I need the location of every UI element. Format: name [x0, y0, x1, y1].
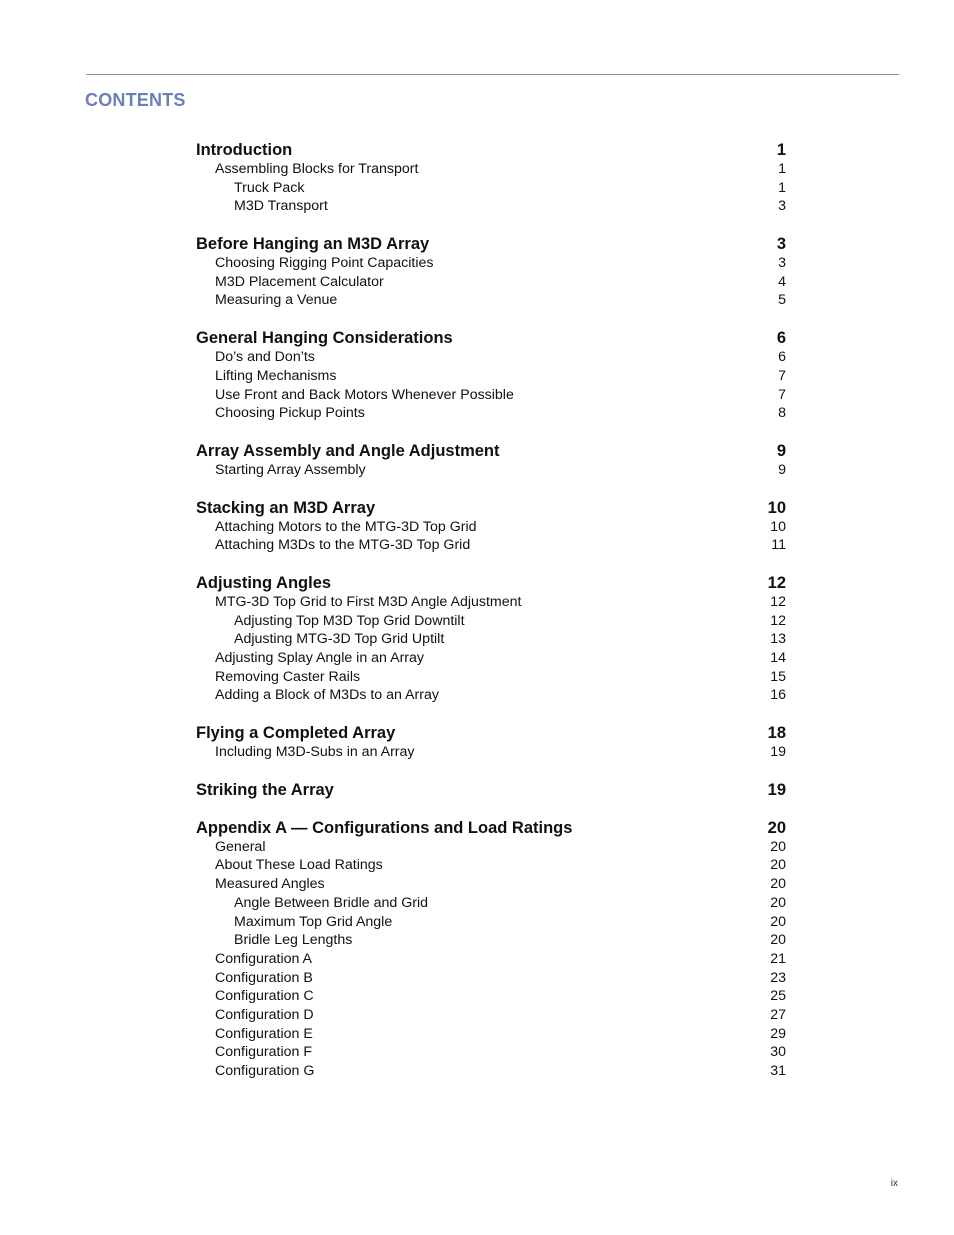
- table-of-contents: [196, 140, 786, 1099]
- toc-entry-title: Attaching M3Ds to the MTG-3D Top Grid: [215, 537, 471, 554]
- toc-entry-title: Configuration G: [215, 1063, 315, 1079]
- toc-entry-title: Adjusting Angles: [196, 573, 332, 592]
- toc-entry-page: 10: [770, 518, 786, 535]
- toc-entry-page: 21: [770, 950, 786, 967]
- toc-section: [196, 498, 786, 555]
- toc-entry-title: General Hanging Considerations: [196, 329, 453, 348]
- toc-entry-page: 12: [770, 612, 786, 629]
- toc-entry-page: 6: [778, 349, 786, 366]
- toc-entry-title: Lifting Mechanisms: [215, 367, 337, 384]
- toc-entry-section[interactable]: [196, 1043, 786, 1062]
- toc-entry-section[interactable]: [196, 404, 786, 423]
- toc-section: [196, 723, 786, 762]
- toc-entry-chapter[interactable]: [196, 441, 786, 461]
- toc-entry-subsection[interactable]: [196, 894, 786, 913]
- toc-entry-section[interactable]: [196, 593, 786, 612]
- toc-entry-section[interactable]: [196, 856, 786, 875]
- toc-entry-page: 25: [770, 988, 786, 1005]
- toc-entry-page: 31: [770, 1063, 786, 1079]
- toc-entry-section[interactable]: [196, 386, 786, 405]
- toc-section: [196, 140, 786, 216]
- toc-entry-chapter[interactable]: [196, 818, 786, 838]
- toc-entry-page: 8: [778, 405, 786, 422]
- toc-entry-section[interactable]: [196, 686, 786, 705]
- toc-entry-page: 30: [770, 1044, 786, 1061]
- toc-entry-page: 15: [770, 668, 786, 685]
- toc-entry-page: 12: [767, 573, 786, 592]
- toc-entry-title: Starting Array Assembly: [215, 461, 366, 478]
- toc-entry-title: Assembling Blocks for Transport: [215, 161, 419, 177]
- toc-entry-title: Adjusting Splay Angle in an Array: [215, 650, 425, 666]
- toc-entry-subsection[interactable]: [196, 197, 786, 216]
- toc-entry-page: 1: [778, 179, 786, 196]
- toc-entry-page: 13: [770, 631, 786, 648]
- toc-entry-title: Adjusting Top M3D Top Grid Downtilt: [234, 612, 465, 629]
- toc-entry-title: Including M3D-Subs in an Array: [215, 744, 415, 761]
- toc-entry-page: 9: [776, 441, 786, 460]
- toc-entry-page: 11: [771, 537, 786, 554]
- toc-entry-section[interactable]: [196, 875, 786, 894]
- toc-entry-chapter[interactable]: [196, 498, 786, 518]
- toc-entry-page: 10: [767, 498, 786, 517]
- toc-entry-section[interactable]: [196, 1025, 786, 1044]
- toc-entry-page: 20: [767, 818, 786, 837]
- toc-entry-section[interactable]: [196, 254, 786, 273]
- toc-entry-title: Adjusting MTG-3D Top Grid Uptilt: [234, 631, 445, 648]
- toc-entry-chapter[interactable]: [196, 573, 786, 593]
- toc-entry-title: Truck Pack: [234, 179, 305, 196]
- toc-entry-page: 9: [778, 461, 786, 478]
- page-title: CONTENTS: [85, 90, 186, 110]
- toc-entry-section[interactable]: [196, 969, 786, 988]
- toc-entry-title: MTG-3D Top Grid to First M3D Angle Adjustment: [215, 593, 522, 610]
- toc-entry-chapter[interactable]: [196, 234, 786, 254]
- toc-entry-page: 7: [778, 367, 786, 384]
- toc-entry-page: 6: [776, 329, 786, 348]
- toc-entry-section[interactable]: [196, 743, 786, 762]
- toc-entry-title: Adding a Block of M3Ds to an Array: [215, 687, 439, 704]
- toc-entry-page: 3: [778, 198, 786, 215]
- toc-entry-page: 19: [767, 780, 786, 799]
- toc-entry-page: 18: [767, 724, 786, 743]
- toc-entry-section[interactable]: [196, 536, 786, 555]
- toc-entry-section[interactable]: [196, 838, 786, 857]
- toc-entry-page: 20: [770, 913, 786, 930]
- toc-entry-chapter[interactable]: [196, 723, 786, 743]
- toc-entry-title: Introduction: [196, 141, 293, 159]
- toc-entry-section[interactable]: [196, 1062, 786, 1081]
- toc-entry-title: Flying a Completed Array: [196, 724, 396, 743]
- toc-entry-title: Configuration F: [215, 1044, 312, 1061]
- toc-entry-title: Measuring a Venue: [215, 292, 338, 309]
- toc-entry-page: 4: [778, 273, 786, 290]
- toc-entry-section[interactable]: [196, 273, 786, 292]
- toc-entry-subsection[interactable]: [196, 612, 786, 631]
- toc-entry-section[interactable]: [196, 1006, 786, 1025]
- toc-entry-chapter[interactable]: [196, 328, 786, 348]
- toc-entry-page: 1: [778, 161, 786, 177]
- toc-entry-chapter[interactable]: [196, 780, 786, 800]
- toc-entry-title: About These Load Ratings: [215, 857, 383, 874]
- toc-entry-title: Configuration D: [215, 1006, 314, 1023]
- toc-entry-title: General: [215, 838, 266, 855]
- toc-entry-subsection[interactable]: [196, 630, 786, 649]
- toc-entry-page: 7: [778, 386, 786, 403]
- toc-entry-page: 20: [770, 876, 786, 893]
- toc-entry-title: Before Hanging an M3D Array: [196, 235, 430, 254]
- toc-entry-title: Configuration C: [215, 988, 314, 1005]
- toc-entry-title: Striking the Array: [196, 780, 334, 799]
- toc-entry-title: Maximum Top Grid Angle: [234, 913, 393, 930]
- toc-section: [196, 818, 786, 1081]
- toc-entry-title: Configuration B: [215, 969, 313, 986]
- toc-section: [196, 780, 786, 800]
- toc-entry-section[interactable]: [196, 950, 786, 969]
- toc-entry-section[interactable]: [196, 987, 786, 1006]
- toc-entry-page: 3: [776, 235, 786, 254]
- toc-entry-title: Configuration A: [215, 950, 313, 967]
- toc-entry-subsection[interactable]: [196, 179, 786, 198]
- toc-entry-section[interactable]: [196, 160, 786, 179]
- toc-entry-section[interactable]: [196, 291, 786, 310]
- toc-entry-chapter[interactable]: [196, 140, 786, 160]
- toc-entry-section[interactable]: [196, 649, 786, 668]
- toc-entry-title: Appendix A — Configurations and Load Ratings: [196, 818, 573, 837]
- toc-entry-title: Stacking an M3D Array: [196, 498, 376, 517]
- toc-entry-page: 16: [770, 687, 786, 704]
- toc-entry-section[interactable]: [196, 348, 786, 367]
- toc-entry-subsection[interactable]: [196, 931, 786, 950]
- toc-entry-page: 3: [778, 255, 786, 272]
- toc-section: [196, 573, 786, 705]
- toc-section: [196, 441, 786, 480]
- toc-entry-page: 27: [770, 1006, 786, 1023]
- toc-entry-title: M3D Transport: [234, 198, 328, 215]
- toc-entry-page: 20: [770, 838, 786, 855]
- top-rule: [86, 74, 899, 75]
- toc-entry-page: 20: [770, 894, 786, 911]
- toc-entry-page: 20: [770, 932, 786, 949]
- toc-entry-section[interactable]: [196, 367, 786, 386]
- toc-entry-page: 19: [770, 744, 786, 761]
- toc-entry-section[interactable]: [196, 668, 786, 687]
- page-number: ix: [890, 1178, 898, 1189]
- toc-entry-section[interactable]: [196, 461, 786, 480]
- toc-entry-title: Do’s and Don’ts: [215, 349, 315, 366]
- toc-entry-subsection[interactable]: [196, 913, 786, 932]
- toc-entry-title: Bridle Leg Lengths: [234, 932, 353, 949]
- toc-entry-title: Choosing Rigging Point Capacities: [215, 255, 434, 272]
- toc-entry-title: Attaching Motors to the MTG-3D Top Grid: [215, 518, 477, 535]
- toc-entry-title: Angle Between Bridle and Grid: [234, 894, 429, 911]
- toc-entry-page: 14: [770, 650, 786, 666]
- toc-entry-section[interactable]: [196, 518, 786, 537]
- toc-entry-page: 23: [770, 969, 786, 986]
- toc-entry-page: 1: [776, 141, 786, 159]
- toc-section: [196, 234, 786, 310]
- toc-entry-page: 20: [770, 857, 786, 874]
- toc-entry-title: Use Front and Back Motors Whenever Possible: [215, 386, 514, 403]
- toc-entry-title: Measured Angles: [215, 876, 325, 893]
- toc-entry-page: 5: [778, 292, 786, 309]
- toc-entry-page: 29: [770, 1025, 786, 1042]
- toc-entry-title: Choosing Pickup Points: [215, 405, 365, 422]
- toc-entry-page: 12: [770, 593, 786, 610]
- toc-entry-title: Configuration E: [215, 1025, 313, 1042]
- toc-entry-title: Array Assembly and Angle Adjustment: [196, 441, 500, 460]
- toc-entry-title: M3D Placement Calculator: [215, 273, 384, 290]
- toc-section: [196, 328, 786, 423]
- toc-entry-title: Removing Caster Rails: [215, 668, 361, 685]
